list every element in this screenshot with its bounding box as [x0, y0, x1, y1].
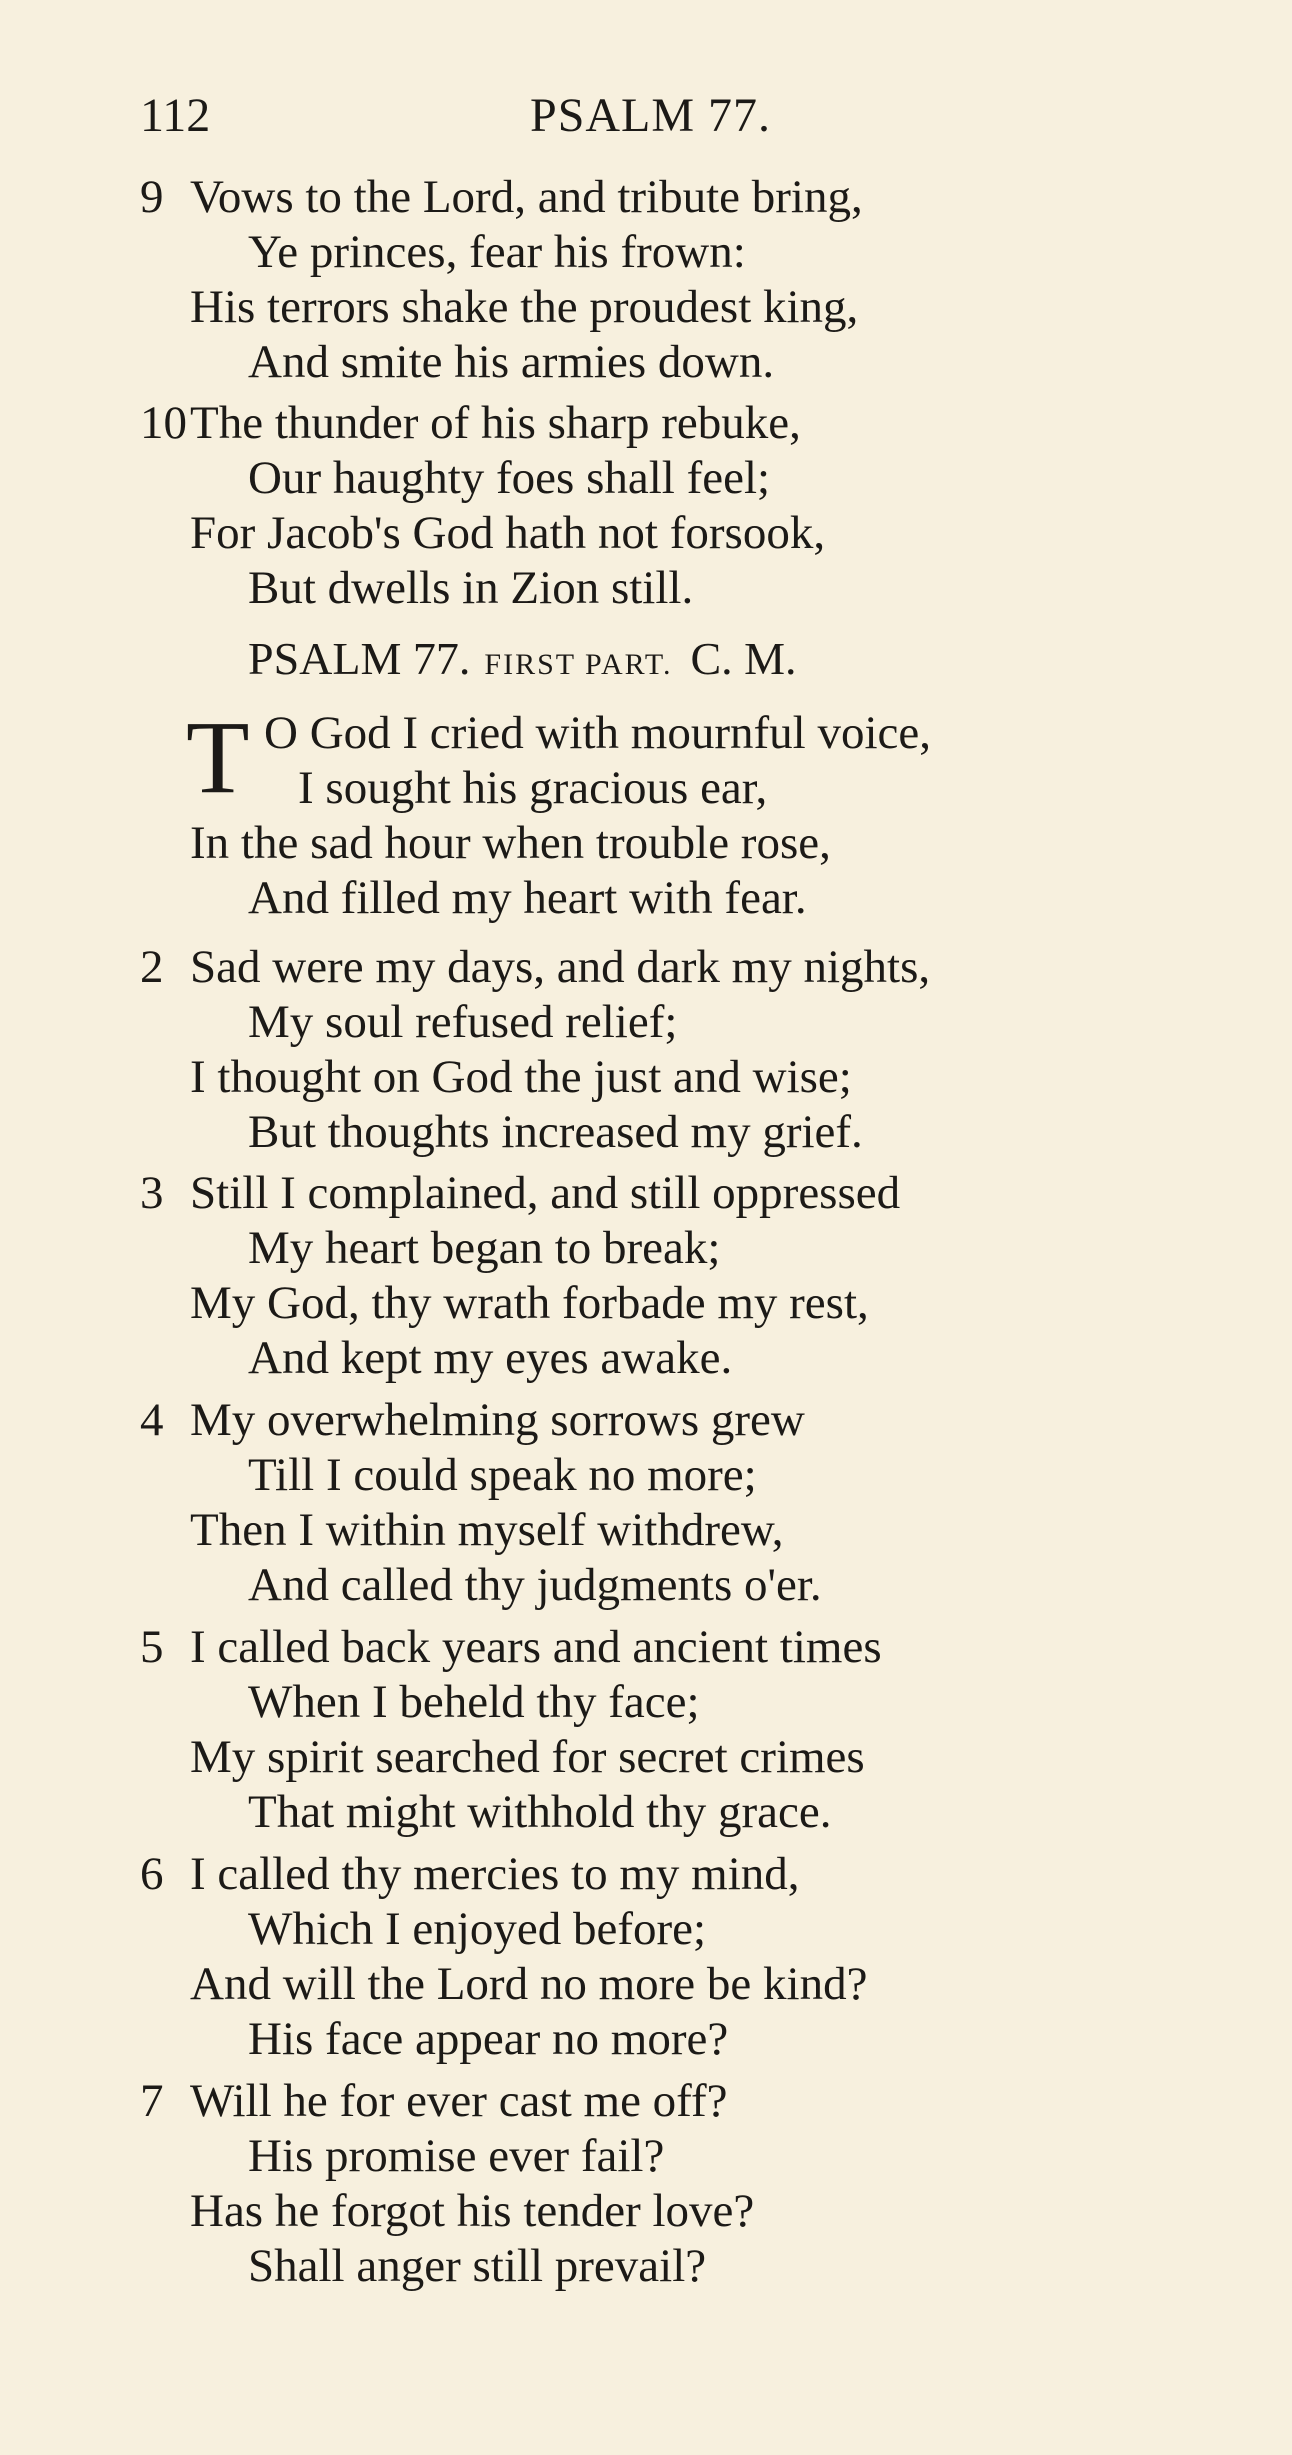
meter-label: C. M. — [690, 633, 797, 684]
stanza-number: 6 — [140, 1848, 164, 1900]
verse-line: When I beheld thy face; — [248, 1676, 700, 1728]
verse-line: Vows to the Lord, and tribute bring, — [190, 171, 863, 223]
running-title: PSALM 77. — [530, 89, 772, 142]
verse-line: His terrors shake the proudest king, — [190, 281, 859, 333]
verse-line: My spirit searched for secret crimes — [190, 1731, 865, 1783]
verse-line: Which I enjoyed before; — [248, 1903, 707, 1955]
verse-line: Sad were my days, and dark my nights, — [190, 941, 931, 993]
verse-line: I thought on God the just and wise; — [190, 1051, 852, 1103]
verse-line: And filled my heart with fear. — [248, 872, 807, 924]
drop-cap: T — [186, 700, 250, 815]
verse-line: Has he forgot his tender love? — [190, 2185, 755, 2237]
verse-line: My God, thy wrath forbade my rest, — [190, 1277, 869, 1329]
verse-line: Ye princes, fear his frown: — [248, 226, 746, 278]
verse-line: Then I within myself withdrew, — [190, 1504, 784, 1556]
stanza-number: 9 — [140, 171, 164, 223]
verse-line: And kept my eyes awake. — [248, 1332, 733, 1384]
verse-line: Still I complained, and still oppressed — [190, 1167, 901, 1219]
stanza-number: 2 — [140, 941, 164, 993]
verse-line: For Jacob's God hath not forsook, — [190, 507, 826, 559]
verse-line: I sought his gracious ear, — [298, 762, 768, 814]
verse-line: And will the Lord no more be kind? — [190, 1958, 868, 2010]
verse-line: My soul refused relief; — [248, 996, 678, 1048]
psalm-label: PSALM 77. — [248, 633, 471, 684]
stanza-number: 7 — [140, 2075, 164, 2127]
verse-line: Till I could speak no more; — [248, 1449, 757, 1501]
verse-line: In the sad hour when trouble rose, — [190, 817, 831, 869]
page-number: 112 — [140, 89, 211, 142]
verse-line: The thunder of his sharp rebuke, — [190, 397, 801, 449]
verse-line: That might withhold thy grace. — [248, 1786, 832, 1838]
verse-line: But dwells in Zion still. — [248, 562, 694, 614]
verse-line: Shall anger still prevail? — [248, 2240, 707, 2292]
verse-line: His promise ever fail? — [248, 2130, 665, 2182]
stanza-number: 5 — [140, 1621, 164, 1673]
verse-line: O God I cried with mournful voice, — [264, 707, 931, 759]
verse-line: My heart began to break; — [248, 1222, 721, 1274]
verse-line: Will he for ever cast me off? — [190, 2075, 728, 2127]
verse-line: His face appear no more? — [248, 2013, 729, 2065]
verse-line: Our haughty foes shall feel; — [248, 452, 771, 504]
verse-line: I called back years and ancient times — [190, 1621, 882, 1673]
stanza-number: 4 — [140, 1394, 164, 1446]
part-label: FIRST PART. — [484, 648, 673, 681]
verse-line: And called thy judgments o'er. — [248, 1559, 822, 1611]
verse-line: My overwhelming sorrows grew — [190, 1394, 805, 1446]
verse-line: And smite his armies down. — [248, 336, 775, 388]
stanza-number: 10 — [140, 397, 187, 449]
section-heading — [248, 632, 797, 685]
stanza-number: 3 — [140, 1167, 164, 1219]
verse-line: I called thy mercies to my mind, — [190, 1848, 800, 1900]
verse-line: But thoughts increased my grief. — [248, 1106, 863, 1158]
